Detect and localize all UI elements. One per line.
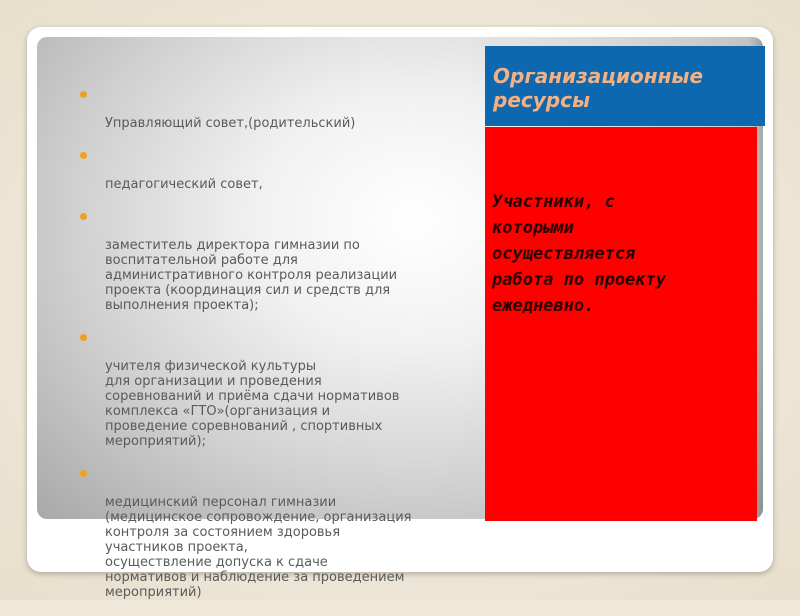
list-item-text: учителя физической культуры для организации и проведения соревнований и приёма сдачи нормативов комплекса «ГТО»(организация и проведение соревнований , спортивных мероприятий); <box>105 359 400 449</box>
list-item-text: заместитель директора гимназии по воспитательной работе для административного контроля реализации проекта (координация сил и средств для выполнения проекта); <box>105 238 398 313</box>
list-item <box>78 86 468 131</box>
list-item <box>78 329 468 449</box>
bullet-dot-icon <box>80 91 87 98</box>
list-item <box>78 147 468 192</box>
bullet-dot-icon <box>80 470 87 477</box>
list-item-text: медицинский персонал гимназии (медицинское сопровождение, организация контроля за состоянием здоровья участников проекта, осуществление допуска к сдаче нормативов и наблюдение за проведением мероприятий) <box>105 495 412 600</box>
list-item <box>78 208 468 313</box>
callout-box <box>485 127 757 521</box>
bullet-dot-icon <box>80 334 87 341</box>
bullet-dot-icon <box>80 213 87 220</box>
callout-text: Участники, с которыми осуществляется работа по проекту ежедневно. <box>492 192 666 316</box>
title-box <box>485 46 765 126</box>
participants-list <box>78 86 468 616</box>
list-item-text: Управляющий совет,(родительский) <box>105 116 356 131</box>
list-item-text: педагогический совет, <box>105 177 263 192</box>
slide-title: Организационные ресурсы <box>493 64 704 112</box>
bullet-dot-icon <box>80 152 87 159</box>
list-item <box>78 465 468 600</box>
